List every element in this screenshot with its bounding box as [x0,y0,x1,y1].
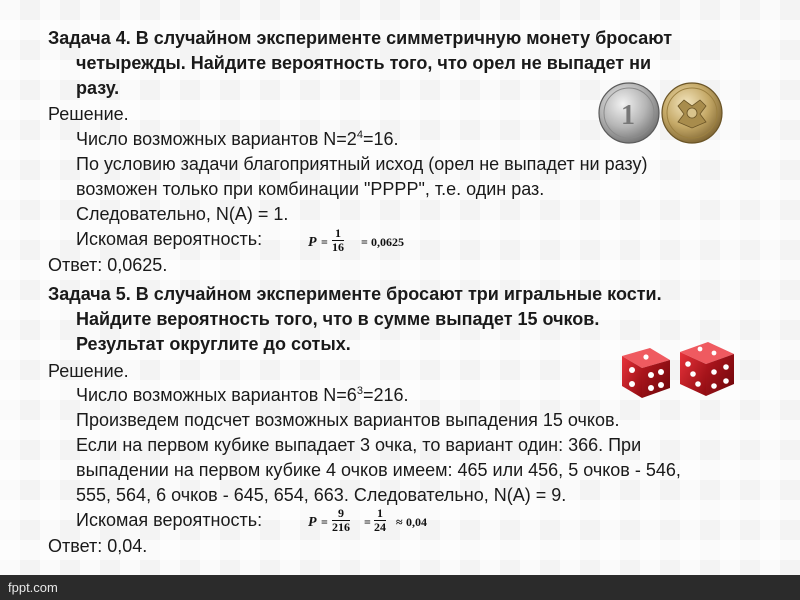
task4-variants-line [76,128,399,150]
task4-variants-result: =16. [362,129,399,149]
formula-p: P [308,515,317,530]
task4-na-line: Следовательно, N(A) = 1. [76,204,289,224]
task4-variants-exponent: 4 [356,129,363,141]
die-icon [622,348,670,398]
footer-bar [0,575,800,600]
task5-variants-result: =216. [362,385,409,405]
task5-case-line1: Если на первом кубике выпадает 3 очка, то вариант один: 366. При [76,435,642,455]
task4-condition-line2: возможен только при комбинации "РРРР", т.е. один раз. [76,179,545,199]
footer-site-label: fppt.com [8,580,58,595]
task5-case-line3: 555, 564, 6 очков - 645, 654, 663. Следовательно, N(A) = 9. [76,485,567,505]
formula-fraction-2 [374,507,386,534]
task5-count-line: Произведем подсчет возможных вариантов выпадения 15 очков. [76,410,620,430]
fraction-numerator: 9 [332,507,350,521]
formula-fraction [332,227,344,254]
formula-equals: = [321,515,328,529]
coins-image [598,80,724,146]
dice-image [618,338,740,402]
task4-formula [308,226,428,260]
silver-coin-icon [599,83,659,143]
fraction-numerator: 1 [374,507,386,521]
die-icon [680,342,734,396]
task5-heading-line3: Результат округлите до сотых. [76,334,351,354]
task5-heading-line1: Задача 5. В случайном эксперименте бросают три игральные кости. [48,284,662,304]
task5-answer: Ответ: 0,04. [48,536,148,556]
svg-text:1: 1 [621,100,635,131]
task4-heading-line2: четырежды. Найдите вероятность того, что орел не выпадет ни [76,53,652,73]
task5-variants-exponent: 3 [356,385,363,397]
formula-equals: = [361,235,368,249]
task4-solution-label: Решение. [48,104,129,124]
formula-result: 0,04 [406,515,427,529]
task5-probability-label: Искомая вероятность: [76,510,263,530]
fraction-numerator: 1 [332,227,344,241]
task4-condition-line1: По условию задачи благоприятный исход (орел не выпадет ни разу) [76,154,648,174]
task4-answer: Ответ: 0,0625. [48,255,168,275]
gold-coin-icon [662,83,722,143]
formula-equals: = [364,515,371,529]
task5-case-line2: выпадении на первом кубике 4 очков имеем: 465 или 456, 5 очков - 546, [76,460,681,480]
task4-heading-line3: разу. [76,78,120,98]
formula-p: P [308,235,317,250]
fraction-denominator: 24 [374,520,386,534]
task4-probability-label: Искомая вероятность: [76,229,263,249]
formula-equals: = [321,235,328,249]
task4-heading-line1: Задача 4. В случайном эксперименте симметричную монету бросают [48,28,673,48]
task5-heading-line2: Найдите вероятность того, что в сумме выпадет 15 очков. [76,309,600,329]
fraction-denominator: 16 [332,240,344,254]
formula-approx: ≈ [396,515,403,529]
task5-variants-text: Число возможных вариантов N=6 [76,385,357,405]
fraction-denominator: 216 [332,520,350,534]
formula-result: 0,0625 [371,235,404,249]
task5-variants-line [76,384,409,406]
task4-variants-text: Число возможных вариантов N=2 [76,129,357,149]
task5-formula [308,506,438,540]
formula-fraction-1 [332,507,350,534]
task5-solution-label: Решение. [48,361,129,381]
